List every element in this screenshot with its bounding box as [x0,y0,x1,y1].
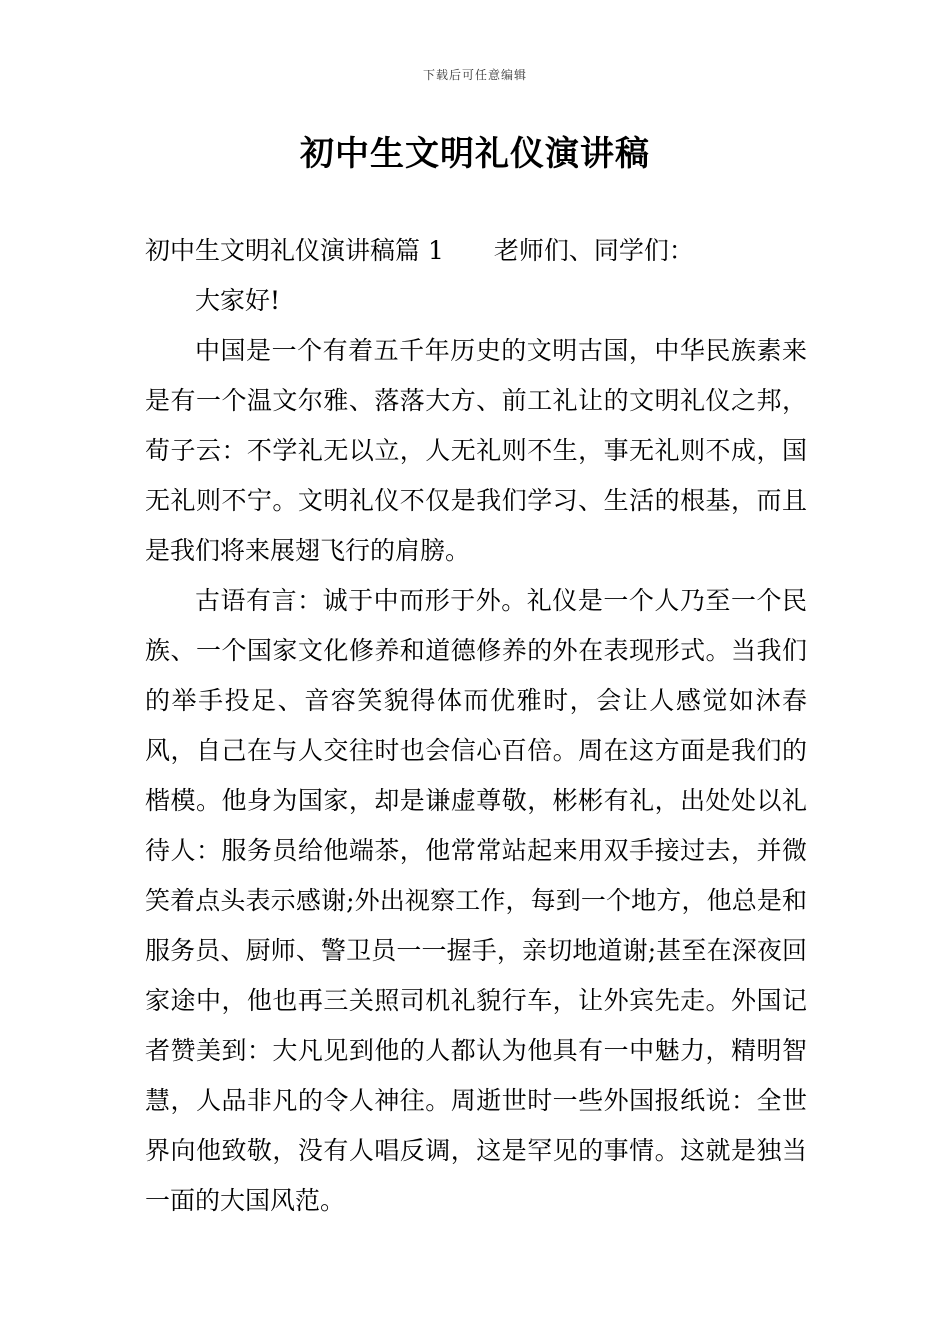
salutation: 老师们、同学们： [493,236,694,265]
paragraph-1: 中国是一个有着五千年历史的文明古国，中华民族素来是有一个温文尔雅、落落大方、前工礼让的文明礼仪之邦，荀子云：不学礼无以立，人无礼则不生，事无礼则不成，国无礼则不宁。文明礼仪不仅是我们学习、生活的根基，而且是我们将来展翅飞行的肩膀。 [145,336,807,565]
document-body [145,226,807,1226]
paragraph-2: 古语有言：诚于中而形于外。礼仪是一个人乃至一个民族、一个国家文化修养和道德修养的外在表现形式。当我们的举手投足、音容笑貌得体而优雅时，会让人感觉如沐春风，自己在与人交往时也会信心百倍。周在这方面是我们的楷模。他身为国家，却是谦虚尊敬，彬彬有礼，出处处以礼待人：服务员给他端茶，他常常站起来用双手接过去，并微笑着点头表示感谢;外出视察工作，每到一个地方，他总是和服务员、厨师、警卫员一一握手，亲切地道谢;甚至在深夜回家途中，他也再三关照司机礼貌行车，让外宾先走。外国记者赞美到：大凡见到他的人都认为他具有一中魅力，精明智慧，人品非凡的令人神往。周逝世时一些外国报纸说：全世界向他致敬，没有人唱反调，这是罕见的事情。这就是独当一面的大国风范。 [145,586,807,1215]
page-header-note: 下载后可任意编辑 [422,68,527,82]
opening-line [145,226,807,276]
greeting: 大家好! [195,286,281,315]
document-title: 初中生文明礼仪演讲稿 [300,134,650,174]
section-label: 初中生文明礼仪演讲稿篇 1 [145,236,444,265]
